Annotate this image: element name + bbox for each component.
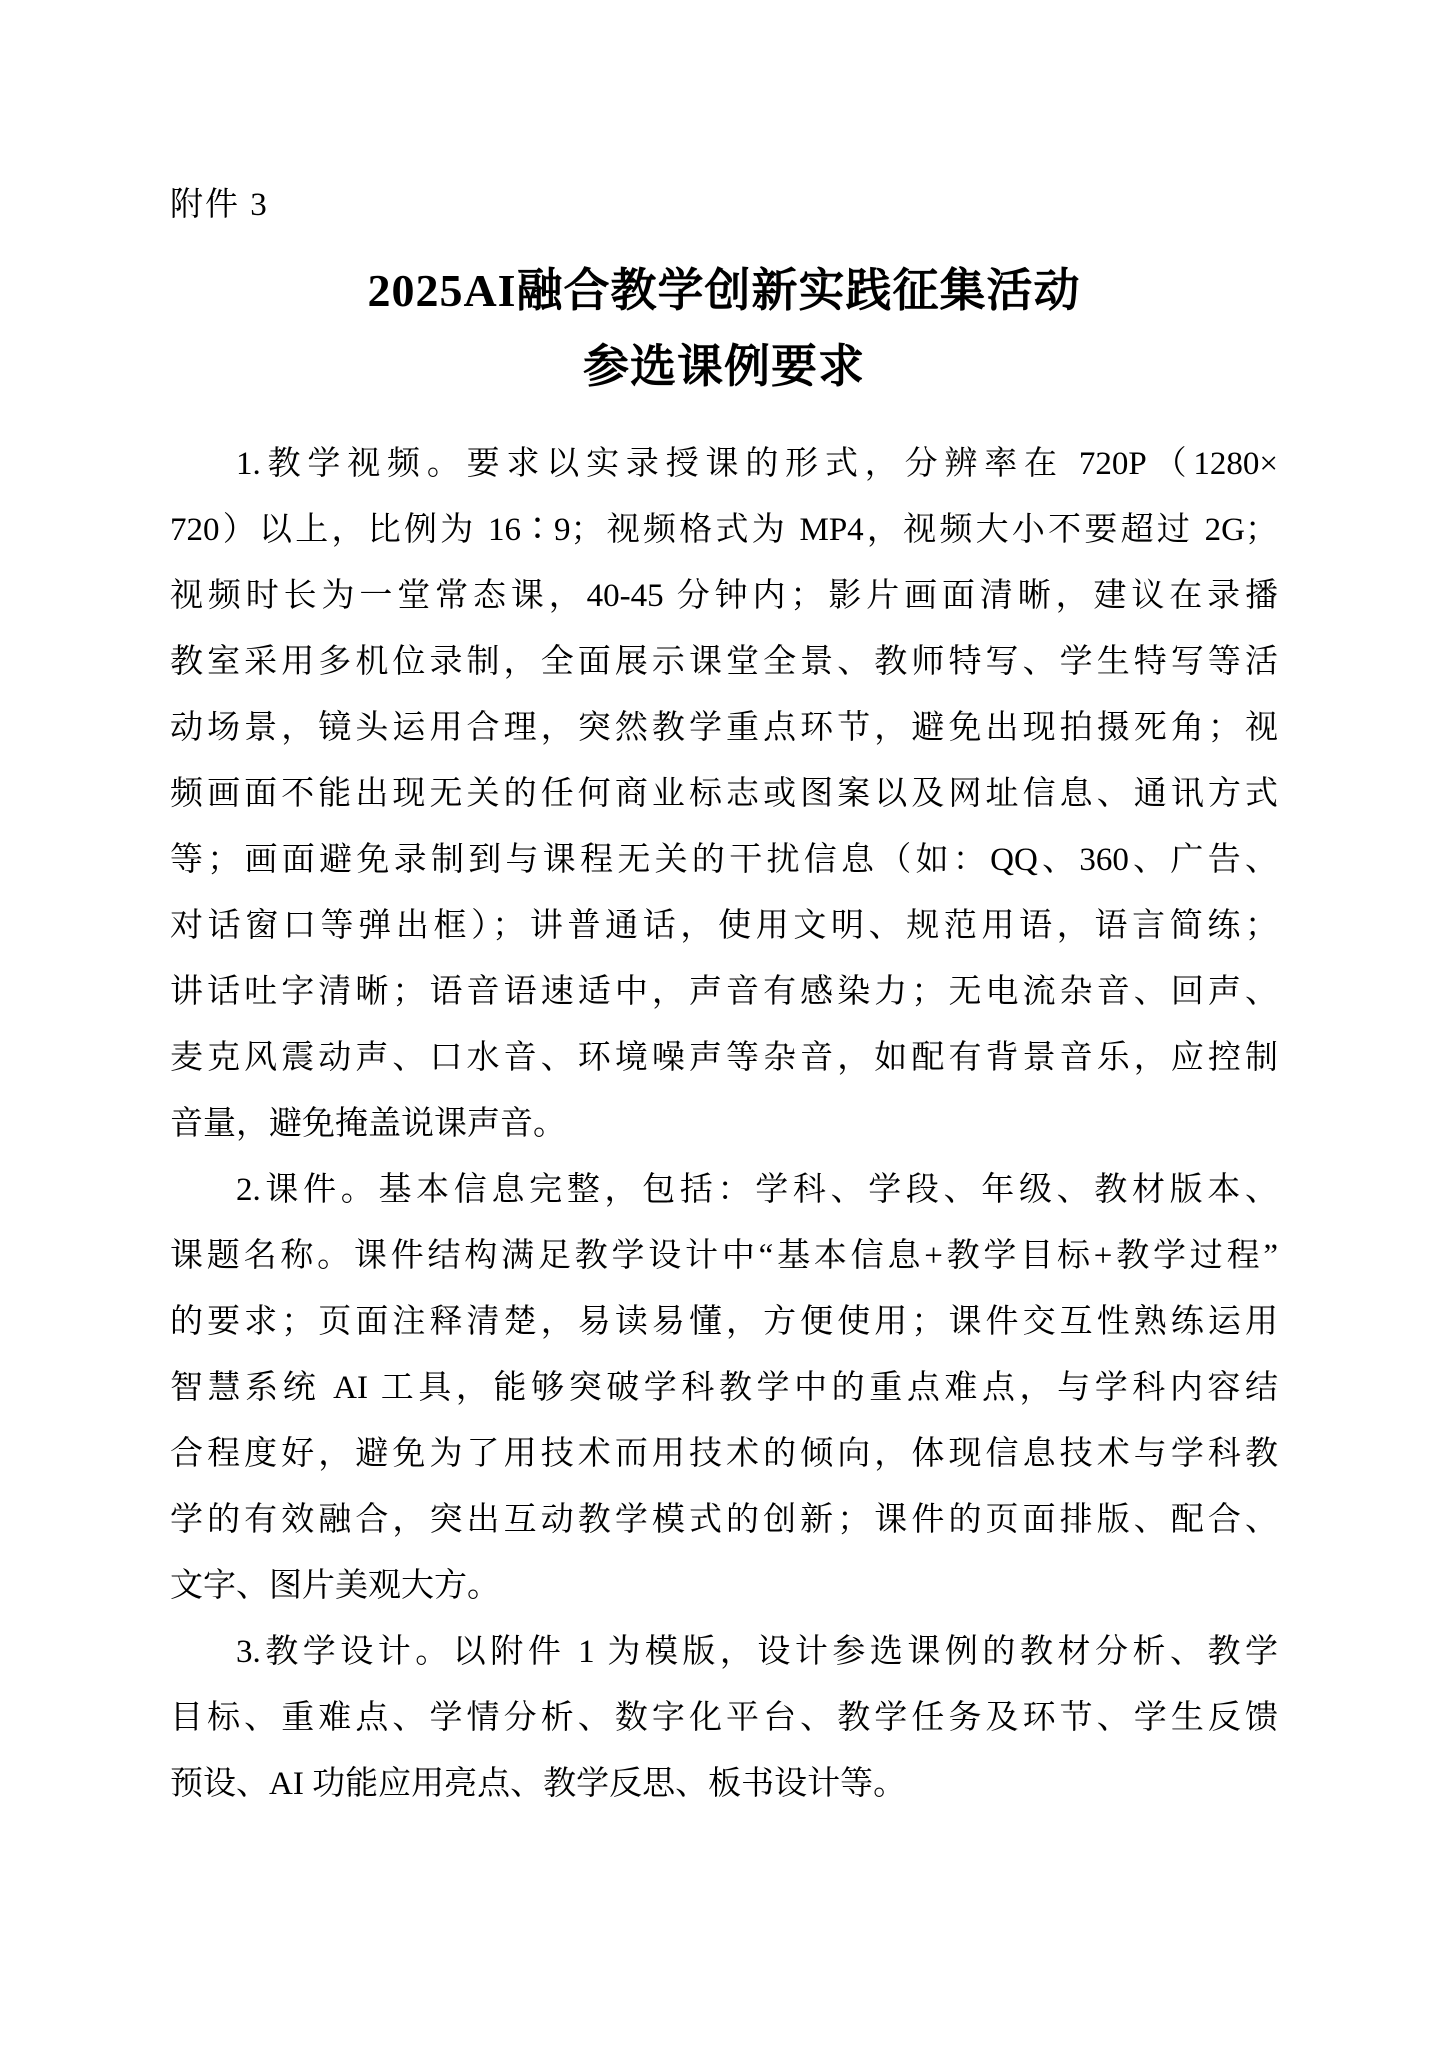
text-line: 讲话吐字清晰；语音语速适中，声音有感染力；无电流杂音、回声、 <box>170 974 1278 1010</box>
text-line: 720）以上，比例为 16∶9；视频格式为 MP4，视频大小不要超过 2G； <box>170 512 1278 548</box>
text-line: 智慧系统 AI 工具，能够突破学科教学中的重点难点，与学科内容结 <box>170 1370 1278 1406</box>
paragraph-teaching-video <box>170 431 1278 1157</box>
text-line: 课题名称。课件结构满足教学设计中“基本信息+教学目标+教学过程” <box>170 1238 1278 1274</box>
text-line: 的要求；页面注释清楚，易读易懂，方便使用；课件交互性熟练运用 <box>170 1304 1278 1340</box>
title-line-2: 参选课例要求 <box>583 341 865 392</box>
document-body <box>170 431 1278 1817</box>
paragraph-courseware <box>170 1157 1278 1619</box>
text-line: 麦克风震动声、口水音、环境噪声等杂音，如配有背景音乐，应控制 <box>170 1040 1278 1076</box>
text-line: 预设、AI 功能应用亮点、教学反思、板书设计等。 <box>170 1766 907 1802</box>
paragraph-teaching-design <box>170 1619 1278 1817</box>
text-line: 合程度好，避免为了用技术而用技术的倾向，体现信息技术与学科教 <box>170 1436 1278 1472</box>
text-line: 学的有效融合，突出互动教学模式的创新；课件的页面排版、配合、 <box>170 1502 1278 1538</box>
text-line: 教室采用多机位录制，全面展示课堂全景、教师特写、学生特写等活 <box>170 644 1278 680</box>
text-line: 文字、图片美观大方。 <box>170 1568 500 1604</box>
text-line: 频画面不能出现无关的任何商业标志或图案以及网址信息、通讯方式 <box>170 776 1278 812</box>
title-line-1: 2025AI融合教学创新实践征集活动 <box>367 265 1081 316</box>
text-line: 动场景，镜头运用合理，突然教学重点环节，避免出现拍摄死角；视 <box>170 710 1278 746</box>
text-line: 2.课件。基本信息完整，包括：学科、学段、年级、教材版本、 <box>236 1172 1278 1208</box>
attachment-label: 附件 3 <box>170 187 269 223</box>
text-line: 视频时长为一堂常态课，40-45 分钟内；影片画面清晰，建议在录播 <box>170 578 1278 614</box>
text-line: 目标、重难点、学情分析、数字化平台、教学任务及环节、学生反馈 <box>170 1700 1278 1736</box>
text-line: 1.教学视频。要求以实录授课的形式，分辨率在 720P（1280× <box>236 446 1278 482</box>
document-title <box>170 253 1278 405</box>
text-line: 对话窗口等弹出框）；讲普通话，使用文明、规范用语，语言简练； <box>170 908 1278 944</box>
text-line: 3.教学设计。以附件 1 为模版，设计参选课例的教材分析、教学 <box>236 1634 1278 1670</box>
text-line: 音量，避免掩盖说课声音。 <box>170 1106 566 1142</box>
text-line: 等；画面避免录制到与课程无关的干扰信息（如：QQ、360、广告、 <box>170 842 1278 878</box>
